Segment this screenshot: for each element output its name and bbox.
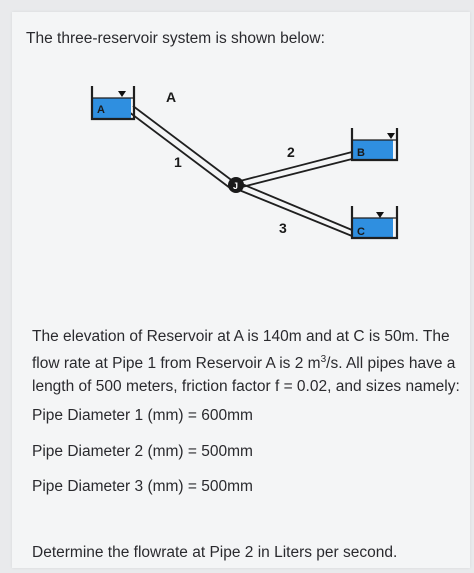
question-text: Determine the flowrate at Pipe 2 in Liters per second. xyxy=(32,544,398,561)
pipe-2 xyxy=(240,152,352,187)
reservoir-c-label: C xyxy=(357,226,365,238)
pipe-3-label: 3 xyxy=(279,220,287,236)
pipe-1-label: 1 xyxy=(174,154,182,170)
problem-line-3: length of 500 meters, friction factor f = 0.02, and sizes namely: xyxy=(32,378,460,396)
problem-line-2-pre: flow rate at Pipe 1 from Reservoir A is 2 m xyxy=(32,355,321,373)
junction-label: J xyxy=(233,181,239,191)
reservoir-a xyxy=(92,86,134,119)
water-level-a-icon xyxy=(118,91,126,97)
pipe-1 xyxy=(129,106,234,188)
problem-line-2-post: /s. All pipes have a xyxy=(326,355,456,373)
reservoir-a-label: A xyxy=(97,104,105,116)
reservoir-b-label: B xyxy=(357,147,365,159)
junction-node xyxy=(228,177,244,193)
problem-line-1: The elevation of Reservoir at A is 140m and at C is 50m. The xyxy=(32,328,450,345)
pipe-3 xyxy=(239,184,352,236)
reservoir-b xyxy=(352,128,397,160)
pipe-diameter-2: Pipe Diameter 2 (mm) = 500mm xyxy=(32,443,253,460)
water-level-c-icon xyxy=(376,212,384,218)
intro-text: The three-reservoir system is shown below: xyxy=(26,30,325,47)
cubic-exponent: 3 xyxy=(320,354,327,365)
problem-statement xyxy=(32,325,462,398)
pipe-2-label: 2 xyxy=(287,144,295,160)
reservoir-c xyxy=(352,206,397,238)
pipe-a-label: A xyxy=(166,89,177,105)
pipe-diameter-1: Pipe Diameter 1 (mm) = 600mm xyxy=(32,407,253,424)
water-level-b-icon xyxy=(387,133,395,139)
pipe-diameter-3: Pipe Diameter 3 (mm) = 500mm xyxy=(32,478,253,495)
